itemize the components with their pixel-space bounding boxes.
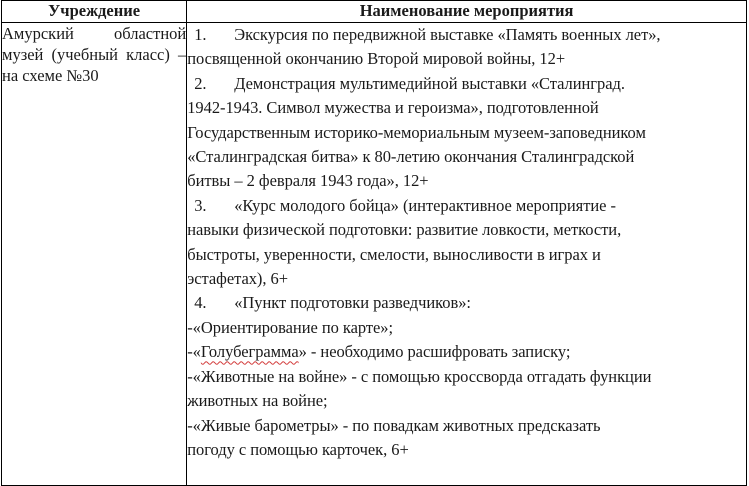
- event-4-sub-2: [187, 340, 746, 364]
- events-cell: [187, 23, 747, 486]
- pigeon-prefix: -«: [187, 342, 201, 362]
- event-1-line: [187, 23, 746, 47]
- header-event: Наименование мероприятия: [187, 1, 747, 23]
- header-institution: Учреждение: [2, 1, 187, 23]
- event-2-cont-3: «Сталинградская битва» к 80-летию окончания Сталинградской: [187, 147, 635, 167]
- event-1-number: 1.: [194, 25, 207, 44]
- pigeon-suffix: » - необходимо расшифровать записку;: [298, 342, 571, 362]
- event-4-sub-1: -«Ориентирование по карте»;: [187, 317, 394, 337]
- event-4-sub-3-cont: животных на войне;: [187, 391, 328, 411]
- event-2-cont-4: битвы – 2 февраля 1943 года», 12+: [187, 171, 429, 191]
- event-1-title: Экскурсия по передвижной выставке «Память военных лет»,: [234, 25, 661, 44]
- event-2-cont-2: Государственным историко-мемориальным музеем-заповедником: [187, 122, 646, 142]
- event-3-cont-3: эстафетах), 6+: [187, 269, 288, 289]
- event-2-number: 2.: [194, 73, 207, 93]
- event-2-cont-1: 1942-1943. Символ мужества и героизма», подготовленной: [187, 98, 599, 118]
- event-4-title: «Пункт подготовки разведчиков»:: [234, 293, 471, 313]
- event-3-title: «Курс молодого бойца» (интерактивное мероприятие -: [234, 195, 616, 215]
- event-2-line: [187, 72, 746, 96]
- institution-cell: Амурский областной музей (учебный класс) – на схеме №30: [2, 23, 187, 486]
- table-row: [2, 23, 747, 486]
- event-3-line: [187, 194, 746, 218]
- event-3-cont-1: навыки физической подготовки: развитие ловкости, меткости,: [187, 220, 622, 240]
- event-4-line: [187, 291, 746, 315]
- event-2-title: Демонстрация мультимедийной выставки «Сталинград.: [234, 73, 625, 93]
- table-header-row: [2, 1, 747, 23]
- event-3-cont-2: быстроты, уверенности, смелости, выносливости в играх и: [187, 244, 601, 264]
- spellcheck-word: Голубеграмма: [200, 342, 299, 362]
- event-1-cont: посвященной окончанию Второй мировой войны, 12+: [187, 49, 566, 69]
- event-3-number: 3.: [194, 195, 207, 215]
- event-4-sub-4: -«Живые барометры» - по повадкам животных предсказать: [187, 415, 601, 435]
- event-4-number: 4.: [194, 293, 207, 313]
- event-4-sub-3: -«Животные на войне» - с помощью кроссворда отгадать функции: [187, 366, 652, 386]
- events-table: [1, 0, 747, 486]
- event-4-sub-4-cont: погоду с помощью карточек, 6+: [187, 439, 409, 459]
